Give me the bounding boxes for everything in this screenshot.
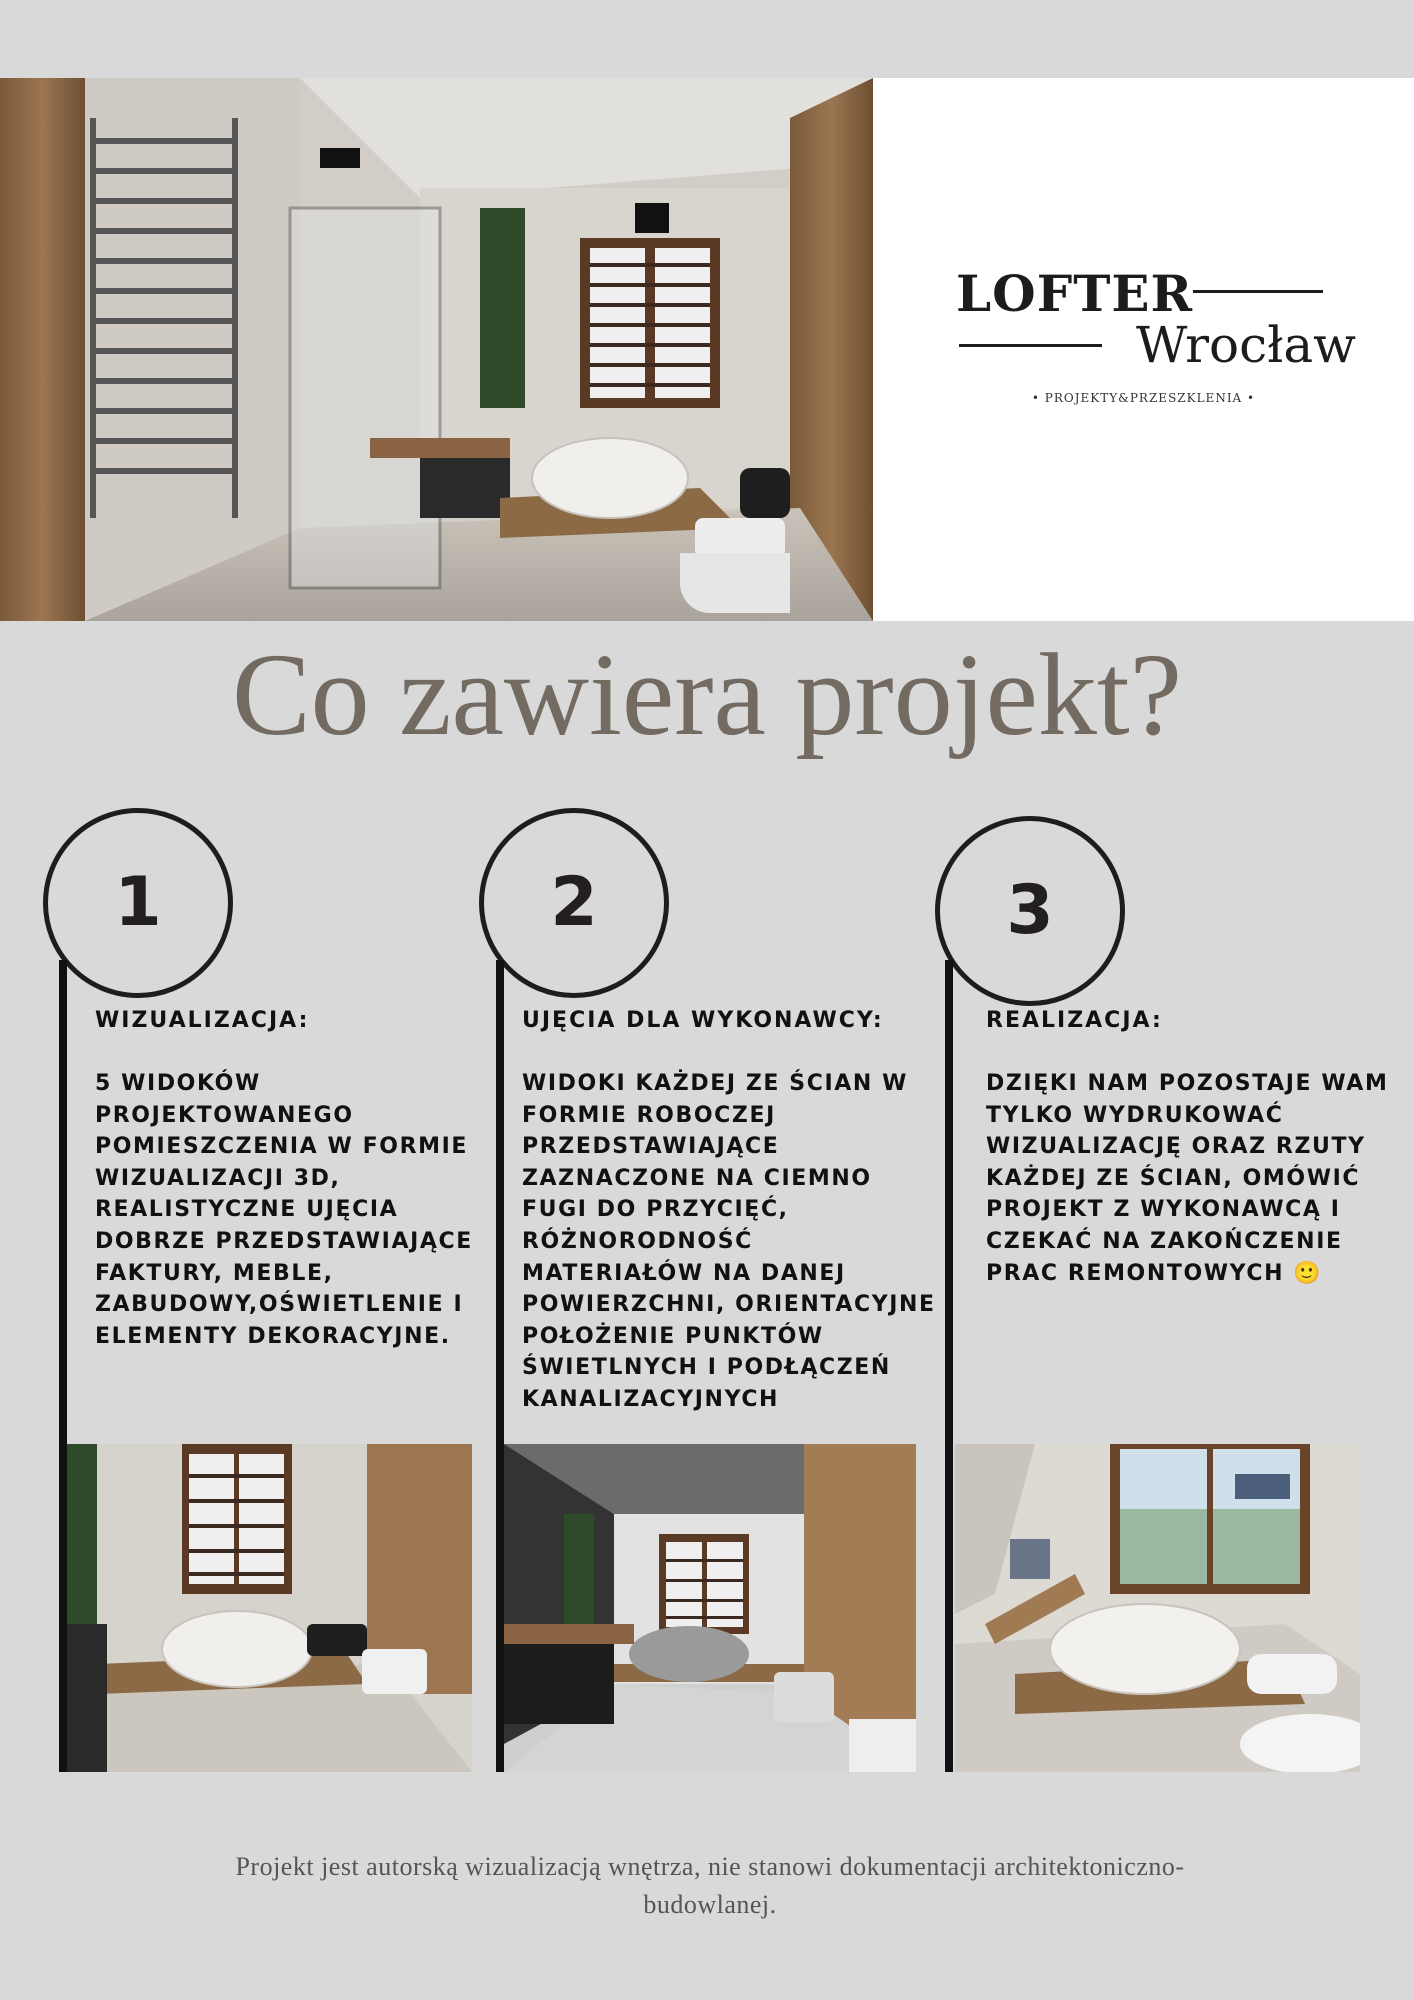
step-3-line-text: TYLKO WYDRUKOWAĆ	[986, 1102, 1284, 1128]
step-1-line-text: PROJEKTOWANEGO	[95, 1102, 354, 1128]
step-2-line-text: PRZEDSTAWIAJĄCE	[522, 1134, 780, 1160]
step-2-line-text: KANALIZACYJNYCH	[522, 1386, 780, 1412]
step-2-body	[522, 1068, 936, 1416]
brand-city: Wrocław	[1136, 316, 1356, 374]
step-1-line-text: WIZUALIZACJI 3D,	[95, 1165, 341, 1191]
step-1-line-text: ELEMENTY DEKORACYJNE.	[95, 1323, 451, 1349]
step-1-photo	[67, 1444, 472, 1772]
step-2-line-text: RÓŻNORODNOŚĆ	[522, 1228, 753, 1254]
logo-rule-top	[1193, 290, 1323, 293]
step-2-line-text: ZAZNACZONE NA CIEMNO	[522, 1165, 872, 1191]
step-2-circle	[479, 808, 669, 998]
step-1-line-text: ZABUDOWY,OŚWIETLENIE I	[95, 1292, 464, 1318]
hero-bathroom-photo	[0, 78, 873, 621]
step-2-line-text: POWIERZCHNI, ORIENTACYJNE	[522, 1292, 936, 1318]
step-1-line-text: POMIESZCZENIA W FORMIE	[95, 1134, 469, 1160]
step-2-line-text: ŚWIETLNYCH I PODŁĄCZEŃ	[522, 1355, 891, 1381]
footer-note	[160, 1848, 1260, 1924]
logo-rule-bottom	[959, 344, 1102, 347]
step-3-line-text: CZEKAĆ NA ZAKOŃCZENIE	[986, 1228, 1343, 1254]
step-3-photo	[955, 1444, 1360, 1772]
step-3-line-text: PROJEKT Z WYKONAWCĄ I	[986, 1197, 1341, 1223]
step-2-line-text: FUGI DO PRZYCIĘĆ,	[522, 1197, 789, 1223]
footer-note-line-1: Projekt jest autorską wizualizacją wnętrza, nie stanowi dokumentacji architektoniczno-	[235, 1852, 1185, 1881]
step-1-circle	[43, 808, 233, 998]
step-1-line-text: DOBRZE PRZEDSTAWIAJĄCE	[95, 1228, 473, 1254]
brand-tagline: • PROJEKTY&PRZESZKLENIA •	[1031, 391, 1256, 405]
logo-panel	[873, 78, 1414, 621]
step-3-line-text: PRAC REMONTOWYCH 🙂	[986, 1260, 1323, 1286]
step-1-number: 1	[114, 863, 162, 942]
step-1-body	[95, 1068, 473, 1352]
step-2-line-text: WIDOKI KAŻDEJ ZE ŚCIAN W	[522, 1071, 909, 1096]
step-2-line-text: POŁOŻENIE PUNKTÓW	[522, 1323, 824, 1349]
step-3-line-text: KAŻDEJ ZE ŚCIAN, OMÓWIĆ	[986, 1165, 1361, 1191]
step-3-circle	[935, 816, 1125, 1006]
step-2-number: 2	[550, 863, 598, 942]
step-2-photo	[504, 1444, 916, 1772]
step-1-line-text: 5 WIDOKÓW	[95, 1071, 261, 1096]
step-3-line-text: DZIĘKI NAM POZOSTAJE WAM	[986, 1071, 1389, 1096]
step-3-title: REALIZACJA:	[986, 1008, 1163, 1033]
step-2-line-text: FORMIE ROBOCZEJ	[522, 1102, 776, 1128]
step-1-line-text: REALISTYCZNE UJĘCIA	[95, 1197, 399, 1223]
footer-note-line-2: budowlanej.	[643, 1890, 777, 1919]
step-3-line	[945, 960, 953, 1772]
step-3-number: 3	[1006, 871, 1054, 950]
brand-name: LOFTER	[956, 264, 1194, 323]
step-1-line-text: FAKTURY, MEBLE,	[95, 1260, 334, 1286]
page-title: Co zawiera projekt?	[231, 629, 1183, 760]
step-3-body	[986, 1068, 1388, 1289]
step-1-line	[59, 960, 67, 1772]
step-2-title: UJĘCIA DLA WYKONAWCY:	[522, 1008, 884, 1033]
step-1-title: WIZUALIZACJA:	[95, 1008, 310, 1033]
step-3-line-text: WIZUALIZACJĘ ORAZ RZUTY	[986, 1134, 1366, 1160]
step-2-line	[496, 960, 504, 1772]
step-2-line-text: MATERIAŁÓW NA DANEJ	[522, 1260, 846, 1286]
